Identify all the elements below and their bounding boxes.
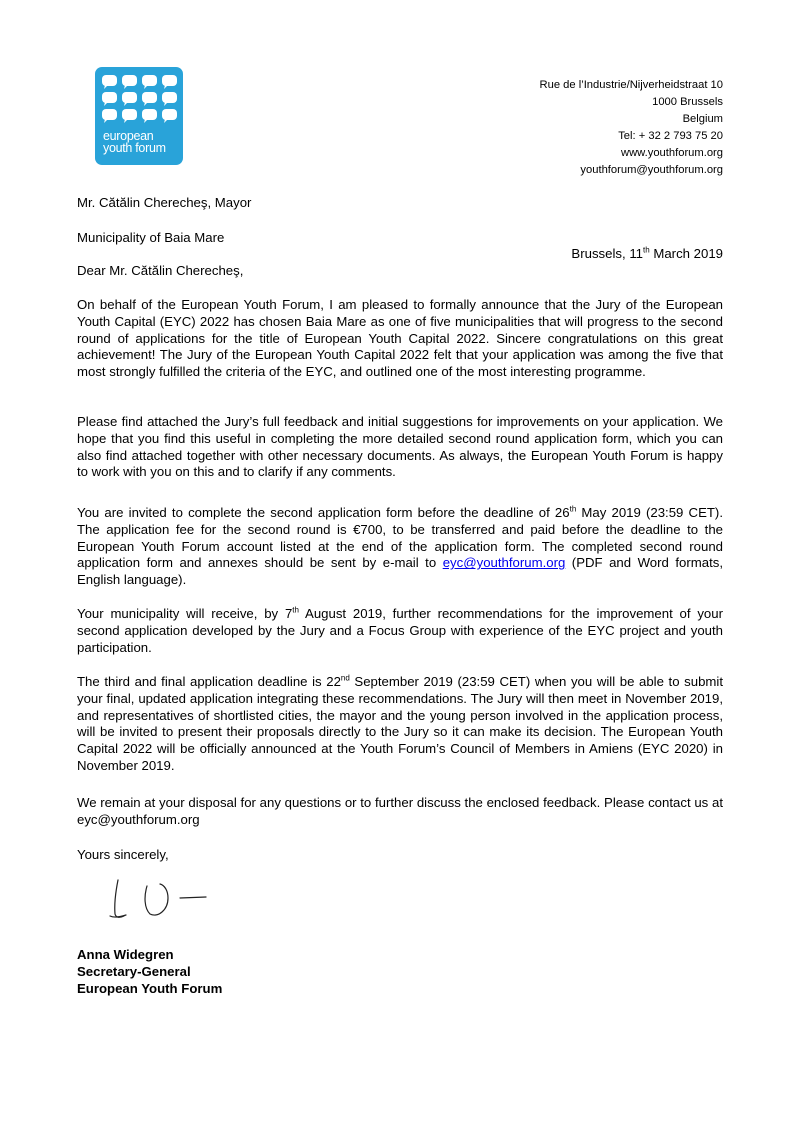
p3-sup: th	[569, 504, 577, 514]
handwritten-signature	[100, 876, 220, 926]
eyc-email-link[interactable]: eyc@youthforum.org	[442, 555, 566, 571]
paragraph-6: We remain at your disposal for any questions or to further discuss the enclosed feedback. Please contact us at eyc@youthforum.org	[77, 795, 723, 827]
date-sup: th	[643, 245, 650, 255]
p4-text-a: Your municipality will receive, by 7	[77, 606, 293, 621]
signatory-title: Secretary-General	[77, 964, 191, 979]
p5-text-a: The third and final application deadline is 22	[77, 674, 341, 689]
date-prefix: Brussels, 11	[571, 246, 644, 261]
p3-text-a: You are invited to complete the second application form before the deadline of 26	[77, 505, 570, 520]
recipient-name: Mr. Cătălin Cherecheş, Mayor	[77, 195, 252, 210]
address-country: Belgium	[682, 113, 723, 126]
address-city: 1000 Brussels	[652, 96, 723, 109]
address-street: Rue de l’Industrie/Nijverheidstraat 10	[539, 79, 723, 91]
sender-address	[540, 77, 723, 180]
paragraph-3	[77, 505, 723, 589]
p3-text-b: May 2019 (23:59 CET). The application fee for the second round is €700, to be transferred and paid before the deadline to the European Youth Forum account listed at the end of the application form. The completed second round application form and annexes should be sent by e-mail to	[77, 505, 723, 571]
p5-sup: nd	[340, 673, 350, 683]
signatory-org: European Youth Forum	[77, 981, 223, 996]
p4-sup: th	[292, 605, 299, 615]
p4-text-b: August 2019, further recommendations for the improvement of your second application developed by the Jury and a Focus Group with experience of the EYC project and youth participation.	[77, 606, 723, 655]
letter-date	[571, 246, 723, 263]
paragraph-2: Please find attached the Jury’s full feedback and initial suggestions for improvements on your application. We hope that you find this useful in completing the more detailed second round application form, which you can also find attached together with other necessary documents. As always, the European Youth Forum is happy to work with you on this and to clarify if any comments.	[77, 414, 723, 480]
address-tel: Tel: + 32 2 793 75 20	[618, 130, 723, 143]
address-web: www.youthforum.org	[621, 147, 723, 160]
closing: Yours sincerely,	[77, 847, 169, 862]
european-youth-forum-logo	[95, 67, 183, 165]
signatory-name: Anna Widegren	[77, 947, 174, 962]
p5-text-b: September 2019 (23:59 CET) when you will be able to submit your final, updated application integrating these recommendations. The Jury will then meet in November 2019, and representatives of shortlisted cities, the mayor and the young person involved in the application process, will be invited to present their proposals directly to the Jury so it can make its decision. The European Youth Capital 2022 will be officially announced at the Youth Forum’s Council of Members in Amiens (EYC 2020) in November 2019.	[77, 674, 723, 773]
paragraph-5	[77, 674, 723, 775]
p3-text-c: (PDF and Word formats, English language).	[77, 555, 724, 588]
logo-wordmark	[103, 130, 166, 154]
address-email: youthforum@youthforum.org	[580, 164, 723, 177]
signatory-block	[77, 946, 222, 997]
date-suffix: March 2019	[649, 246, 723, 261]
paragraph-4	[77, 606, 723, 656]
logo-line-2: youth forum	[103, 141, 166, 155]
logo-line-1: european	[103, 129, 154, 143]
salutation: Dear Mr. Cătălin Cherecheş,	[77, 263, 244, 278]
paragraph-1: On behalf of the European Youth Forum, I am pleased to formally announce that the Jury of the European Youth Capital (EYC) 2022 has chosen Baia Mare as one of five municipalities that will progress to the second round of applications for the title of European Youth Capital 2022. Sincere congratulations on this great achievement! The Jury of the European Youth Capital 2022 felt that your application was among the five that most strongly fulfilled the criteria of the EYC, and outlined one of the most interesting programme.	[77, 297, 723, 380]
recipient-org: Municipality of Baia Mare	[77, 230, 225, 245]
